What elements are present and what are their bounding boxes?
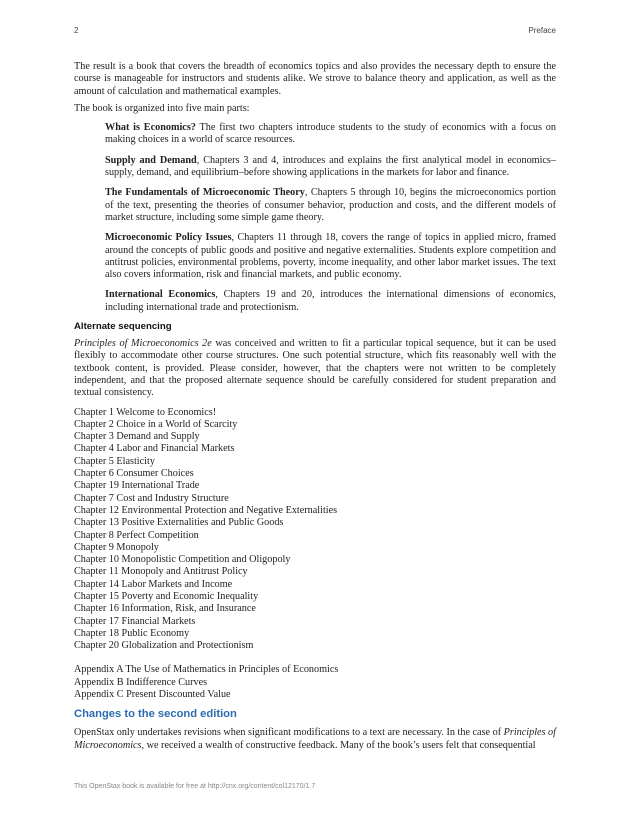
part-title: The Fundamentals of Microeconomic Theory xyxy=(105,187,305,199)
changes-paragraph xyxy=(74,727,556,752)
chapter-list-item: Chapter 10 Monopolistic Competition and Oligopoly xyxy=(74,554,291,566)
chapter-list-item: Chapter 7 Cost and Industry Structure xyxy=(74,492,229,504)
chapter-list-item: Chapter 9 Monopoly xyxy=(74,541,159,553)
chapter-list-item: Chapter 8 Perfect Competition xyxy=(74,529,199,541)
part-title: Supply and Demand xyxy=(105,154,197,166)
part-text: The first two chapters introduce students to the study of economics with a focus on making choices in a world of scarce resources. xyxy=(105,122,556,146)
part-title: Microeconomic Policy Issues xyxy=(105,232,232,244)
appendix-list-item: Appendix C Present Discounted Value xyxy=(74,689,231,701)
changes-text: OpenStax only undertakes revisions when significant modifications to a text are necessary. In the case of xyxy=(74,727,504,739)
chapter-list-item: Chapter 19 International Trade xyxy=(74,480,200,492)
page-content xyxy=(74,61,556,752)
chapter-list-item: Chapter 20 Globalization and Protectionism xyxy=(74,640,254,652)
part-item xyxy=(105,187,556,224)
part-item xyxy=(105,289,556,314)
alternate-sequencing-paragraph xyxy=(74,338,556,399)
part-text: , Chapters 11 through 18, covers the range of topics in applied micro, framed around the concepts of public goods and positive and negative externalities. Students explore competition and antitrust policies, environmental problems, poverty, income inequality, and other labor market issues. The text also covers information, risk and financial markets, and public economy. xyxy=(105,232,556,281)
chapter-list-item: Chapter 1 Welcome to Economics! xyxy=(74,406,217,418)
changes-heading: Changes to the second edition xyxy=(74,708,237,721)
changes-text: , we received a wealth of constructive feedback. Many of the book’s users felt that consequential xyxy=(141,739,536,751)
chapter-list-item: Chapter 5 Elasticity xyxy=(74,455,155,467)
part-title: International Economics xyxy=(105,289,216,301)
appendix-list xyxy=(74,664,556,701)
chapter-list-item: Chapter 15 Poverty and Economic Inequality xyxy=(74,590,259,602)
running-header: Preface xyxy=(528,26,556,35)
chapter-list-item: Chapter 16 Information, Risk, and Insurance xyxy=(74,603,256,615)
chapter-list-item: Chapter 14 Labor Markets and Income xyxy=(74,578,233,590)
chapter-list-item: Chapter 13 Positive Externalities and Public Goods xyxy=(74,517,284,529)
book-title: Principles of Microeconomics 2e xyxy=(74,338,212,350)
chapter-list-item: Chapter 6 Consumer Choices xyxy=(74,468,194,480)
book-title: Principles of Microeconomics xyxy=(74,727,556,751)
appendix-list-item: Appendix A The Use of Mathematics in Principles of Economics xyxy=(74,664,339,676)
chapter-list-item: Chapter 17 Financial Markets xyxy=(74,615,196,627)
appendix-list-item: Appendix B Indifference Curves xyxy=(74,676,208,688)
part-title: What is Economics? xyxy=(105,122,196,134)
chapter-list-item: Chapter 18 Public Economy xyxy=(74,627,190,639)
part-text: , Chapters 3 and 4, introduces and explains the first analytical model in economics–supply, demand, and equilibrium–before showing applications in the markets for labor and finance. xyxy=(105,154,556,179)
part-item xyxy=(105,122,556,147)
part-item xyxy=(105,232,556,281)
page-number: 2 xyxy=(74,26,79,35)
part-text: , Chapters 5 through 10, begins the microeconomics portion of the text, presenting the theories of consumer behavior, production and costs, and the different models of market structure, including some simple game theory. xyxy=(105,187,556,223)
part-item xyxy=(105,155,556,180)
organization-paragraph: The book is organized into five main parts: xyxy=(74,102,250,114)
alternate-sequencing-text: was conceived and written to fit a particular topical sequence, but it can be used flexibly to accommodate other course structures. One such potential structure, which fits reasonably well with the textbook content, is provided. Please consider, however, that the chapters were not written to be completely independent, and that the proposed alternate sequence should be carefully considered for student preparation and textual consistency. xyxy=(74,338,557,399)
intro-paragraph: The result is a book that covers the breadth of economics topics and also provides the necessary depth to ensure the course is manageable for instructors and students alike. We strove to balance theory and application, as well as the amount of calculation and mathematical examples. xyxy=(74,61,556,97)
page-footer: This OpenStax book is available for free at http://cnx.org/content/col12170/1.7 xyxy=(74,783,316,790)
chapter-list-item: Chapter 11 Monopoly and Antitrust Policy xyxy=(74,566,248,578)
chapter-list-item: Chapter 12 Environmental Protection and Negative Externalities xyxy=(74,504,338,516)
part-text: , Chapters 19 and 20, introduces the international dimensions of economics, including international trade and protectionism. xyxy=(105,289,556,313)
chapter-list-item: Chapter 4 Labor and Financial Markets xyxy=(74,443,235,455)
chapter-list-item: Chapter 3 Demand and Supply xyxy=(74,431,200,443)
chapter-list-item: Chapter 2 Choice in a World of Scarcity xyxy=(74,418,238,430)
alternate-sequencing-heading: Alternate sequencing xyxy=(74,321,172,333)
chapter-list xyxy=(74,407,556,653)
